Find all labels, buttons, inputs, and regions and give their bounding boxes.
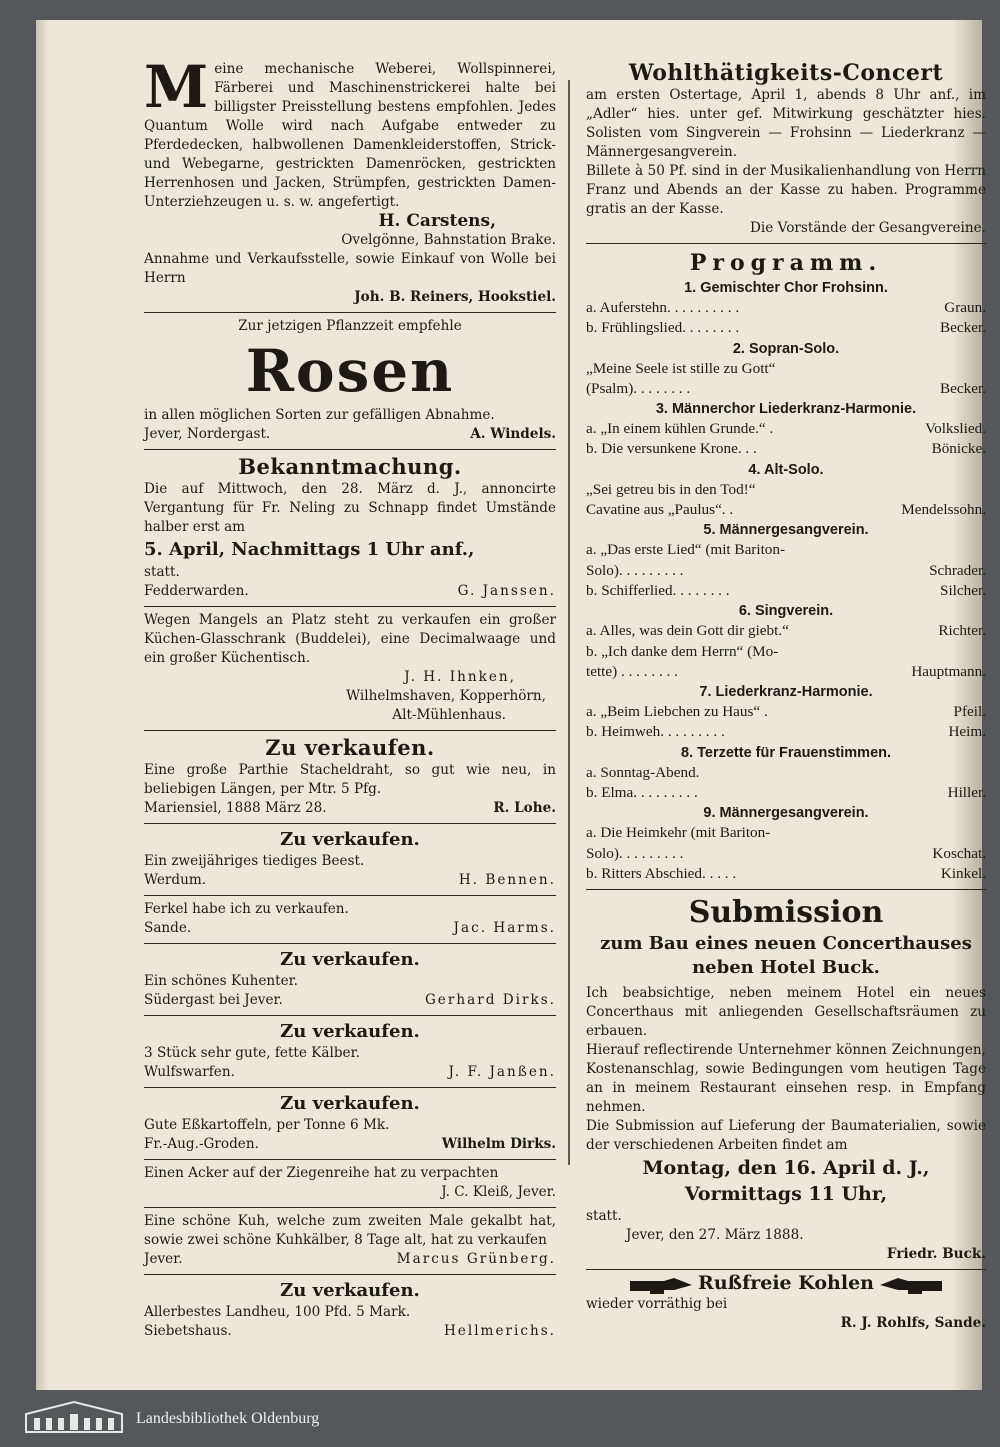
ad-text: am ersten Ostertage, April 1, abends 8 Uhr anf., im „Adler“ hies. unter gef. Mitwirkung geschätzter hies. Solisten vom Singverein — Frohsinn — Liederkranz — Männergesangverein. (586, 87, 986, 160)
program-piece: b. Ritters Abschied. . . . . (586, 864, 737, 882)
divider (144, 895, 556, 896)
program-piece: Cavatine aus „Paulus“. . (586, 501, 734, 519)
ad-name: J. H. Ihnken, (404, 669, 516, 685)
program-section-title: 7. Liederkranz-Harmonie. (699, 684, 873, 701)
ad-intro: Zur jetzigen Pflanzzeit empfehle (238, 318, 462, 334)
ad-time: Vormittags 11 Uhr, (684, 1183, 888, 1206)
program-piece: Solo). . . . . . . . . (586, 844, 684, 862)
ad-text: Ein zweijähriges tiediges Beest. (144, 853, 365, 869)
divider (586, 1269, 986, 1270)
ad-after: statt. (144, 564, 180, 580)
ad-name: J. F. Janßen. (448, 1064, 556, 1080)
ad-name: R. Lohe. (493, 800, 556, 816)
program-item (586, 581, 986, 601)
program-section-title: 2. Sopran-Solo. (732, 340, 840, 357)
program-item (586, 359, 986, 379)
program-item (586, 844, 986, 864)
program-section-title: 1. Gemischter Chor Frohsinn. (684, 280, 888, 296)
ad-name: A. Windels. (470, 426, 556, 442)
ad-place: Südergast bei Jever. (144, 992, 283, 1008)
divider (144, 1015, 556, 1016)
divider (144, 1207, 556, 1208)
page-gutter (36, 20, 48, 1390)
ad-title: Wohlthätigkeits-Concert (628, 60, 944, 86)
ad-place: Fr.-Aug.-Groden. (144, 1136, 259, 1152)
program-composer: Silcher. (940, 581, 986, 599)
program-section-title: 6. Singverein. (738, 603, 834, 620)
program-composer: Hiller. (947, 784, 986, 802)
program-composer: Becker. (940, 319, 986, 337)
program-item (586, 561, 986, 581)
ad-note: Annahme und Verkaufsstelle, sowie Einkauf von Wolle bei Herrn (144, 251, 556, 286)
ad-kuechenschrank (144, 611, 556, 725)
ad-kartoffeln (144, 1092, 556, 1154)
ad-name: Gerhard Dirks. (424, 992, 556, 1008)
program-item (586, 642, 986, 662)
ad-place: Wulfswarfen. (144, 1064, 235, 1080)
ad-name: Wilhelm Dirks. (441, 1136, 556, 1152)
program-composer: Schrader. (929, 561, 986, 579)
program-item (586, 702, 986, 722)
ad-ferkel (144, 900, 556, 938)
ad-title: Zu verkaufen. (280, 949, 420, 970)
program-piece: b. Frühlingslied. . . . . . . . (586, 319, 740, 337)
library-building-logo-icon (24, 1400, 124, 1434)
program-item (586, 439, 986, 459)
ad-place: Ovelgönne, Bahnstation Brake. (341, 232, 556, 248)
program (586, 248, 986, 884)
ad-headline: Rosen (245, 337, 455, 405)
program-composer: Kinkel. (940, 864, 986, 882)
program-item (586, 318, 986, 338)
ad-text: Wegen Mangels an Platz steht zu verkaufen ein großer Küchen-Glasschrank (Buddelei), eine Decimalwaage und ein großer Küchentisch. (144, 612, 556, 666)
program-item (586, 298, 986, 318)
program-piece: (Psalm). . . . . . . . (586, 379, 691, 397)
drop-capital: M (144, 53, 209, 121)
ad-place: Werdum. (144, 872, 207, 888)
program-section-title: 5. Männergesangverein. (703, 522, 869, 539)
program-item (586, 379, 986, 399)
ad-text: in allen möglichen Sorten zur gefälligen Abnahme. (144, 407, 495, 423)
program-piece: Solo). . . . . . . . . (586, 561, 684, 579)
ad-title: Submission (688, 895, 884, 931)
ad-subtitle: zum Bau eines neuen Concerthauses (600, 933, 972, 955)
program-composer: Becker. (940, 379, 986, 397)
divider (144, 1087, 556, 1088)
program-item (586, 763, 986, 783)
divider (144, 823, 556, 824)
program-piece: a. „In einem kühlen Grunde.“ . (586, 420, 774, 438)
program-piece: „Meine Seele ist stille zu Gott“ (586, 359, 776, 377)
program-composer: Graun. (944, 299, 986, 316)
divider (586, 889, 986, 890)
right-column (586, 60, 986, 1333)
ad-date: 5. April, Nachmittags 1 Uhr anf., (144, 539, 475, 560)
ad-place: Siebetshaus. (144, 1323, 232, 1339)
ad-landheu (144, 1279, 556, 1341)
pointing-hand-right-icon (630, 1277, 694, 1295)
program-piece: a. „Das erste Lied“ (mit Bariton- (586, 541, 786, 559)
program-piece: a. Alles, was dein Gott dir giebt.“ (586, 622, 789, 640)
divider (144, 1159, 556, 1160)
ad-text: Ein schönes Kuhenter. (144, 973, 298, 989)
column-divider (568, 80, 570, 1165)
library-name: Landesbibliothek Oldenburg (136, 1410, 320, 1427)
program-piece: b. „Ich danke dem Herrn“ (Mo- (586, 642, 779, 660)
ad-name: R. J. Rohlfs, Sande. (840, 1315, 986, 1332)
program-composer: Mendelssohn. (901, 501, 986, 519)
ad-text: eine mechanische Weberei, Wollspinnerei, Färberei und Maschinenstrickerei halte bei billigster Preisstellung bestens empfohlen. Jedes Quantum Wolle wird nach Aufgabe entweder zu Pferdedecken, halbwollenen Damenkleiderstoffen, Strick- und Webegarne, gestrickten Damenröcken, gestrickten Herrenhosen und Jacken, Strümpfen, gestrickten Damen-Unterziehzeugen u. s. w. angefertigt. (144, 61, 556, 210)
ad-title: Zu verkaufen. (280, 829, 420, 850)
ad-title: Rußfreie Kohlen (698, 1272, 874, 1295)
program-composer: Volkslied. (925, 420, 986, 438)
ad-tickets: Billete à 50 Pf. sind in der Musikalienhandlung von Herrn Franz und Abends an der Kasse zu haben. Programme gratis an der Kasse. (586, 163, 986, 217)
program-piece: a. Die Heimkehr (mit Bariton- (586, 824, 771, 842)
ad-text: Allerbestes Landheu, 100 Pfd. 5 Mark. (144, 1304, 411, 1320)
program-title: Programm. (689, 250, 883, 276)
program-composer: Richter. (938, 622, 986, 640)
ad-name: Marcus Grünberg. (396, 1251, 556, 1267)
program-item (586, 419, 986, 439)
ad-name: Friedr. Buck. (886, 1246, 986, 1263)
ad-text: Die auf Mittwoch, den 28. März d. J., annoncirte Vergantung für Fr. Neling zu Schnapp findet Umstände halber erst am (144, 481, 556, 535)
ad-place: Jever, Nordergast. (144, 426, 271, 442)
program-piece: a. Sonntag-Abend. (586, 763, 700, 781)
ad-place: Sande. (144, 920, 192, 936)
ad-title: Zu verkaufen. (280, 1021, 420, 1042)
ad-text: 3 Stück sehr gute, fette Kälber. (144, 1045, 360, 1061)
divider (144, 449, 556, 450)
ad-rosen (144, 317, 556, 444)
ad-text: Ich beabsichtige, neben meinem Hotel ein neues Concerthaus mit anliegenden Gesellschaftsräumen zu erbauen. (586, 985, 986, 1040)
ad-text: Gute Eßkartoffeln, per Tonne 6 Mk. (144, 1117, 390, 1133)
program-section-title: 8. Terzette für Frauenstimmen. (680, 744, 892, 761)
ad-place: Fedderwarden. (144, 583, 249, 599)
ad-text: Die Submission auf Lieferung der Baumaterialien, sowie der verschiedenen Arbeiten findet am (586, 1118, 986, 1154)
program-section-title: 4. Alt-Solo. (748, 461, 824, 478)
ad-title: Zu verkaufen. (280, 1093, 420, 1114)
ad-date: Montag, den 16. April d. J., (642, 1157, 930, 1180)
ad-text: Hierauf reflectirende Unternehmer können Zeichnungen, Kostenanschlag, sowie Bedingungen vom heutigen Tage an in meinem Restaurant einsehen resp. in Empfang nehmen. (586, 1042, 986, 1116)
left-column (144, 53, 556, 1341)
ad-name: J. C. Kleiß, Jever. (441, 1184, 556, 1200)
ad-kohlen (586, 1274, 986, 1333)
program-composer: Bönicke. (931, 440, 986, 458)
program-section-title: 9. Männergesangverein. (703, 805, 869, 822)
ad-kaelber (144, 1020, 556, 1082)
program-item (586, 662, 986, 682)
program-piece: „Sei getreu bis in den Tod!“ (586, 480, 756, 498)
ad-kuhenter (144, 948, 556, 1010)
ad-name: Jac. Harms. (453, 920, 556, 936)
ad-acker (144, 1164, 556, 1202)
ad-address: Wilhelmshaven, Kopperhörn, (346, 688, 546, 704)
program-sections (586, 278, 986, 884)
program-item (586, 621, 986, 641)
ad-text: Ferkel habe ich zu verkaufen. (144, 901, 349, 917)
ad-text: Eine schöne Kuh, welche zum zweiten Male gekalbt hat, sowie zwei schöne Kuhkälber, 8 Tage alt, hat zu verkaufen (144, 1213, 556, 1248)
ad-name: H. Bennen. (458, 872, 556, 888)
program-piece: a. „Beim Liebchen zu Haus“ . (586, 703, 768, 721)
program-item (586, 480, 986, 500)
ad-title: Bekanntmachung. (238, 454, 462, 479)
divider (144, 312, 556, 313)
ad-after: statt. (586, 1208, 622, 1225)
ad-place: Jever, den 27. März 1888. (626, 1227, 804, 1244)
ad-kuh (144, 1212, 556, 1269)
ad-name: Hellmerichs. (443, 1323, 556, 1339)
ad-name: H. Carstens, (378, 211, 496, 231)
divider (144, 730, 556, 731)
program-item (586, 500, 986, 520)
program-piece: b. Schifferlied. . . . . . . . (586, 581, 730, 599)
program-piece: b. Heimweh. . . . . . . . . (586, 723, 725, 741)
divider (586, 243, 986, 244)
program-piece: tette) . . . . . . . . (586, 662, 678, 680)
program-item (586, 823, 986, 843)
program-piece: b. Elma. . . . . . . . . (586, 784, 698, 802)
divider (144, 943, 556, 944)
ad-agent: Joh. B. Reiners, Hookstiel. (354, 289, 556, 305)
ad-concert (586, 60, 986, 238)
ad-submission (586, 894, 986, 1264)
program-composer: Hauptmann. (911, 662, 986, 680)
program-piece: b. Die versunkene Krone. . . (586, 440, 757, 458)
ad-beest (144, 828, 556, 890)
ad-stacheldraht (144, 735, 556, 818)
ad-text: Einen Acker auf der Ziegenreihe hat zu verpachten (144, 1165, 499, 1181)
program-item (586, 540, 986, 560)
ad-subtitle: neben Hotel Buck. (692, 957, 880, 979)
program-item (586, 722, 986, 742)
pointing-hand-left-icon (878, 1277, 942, 1295)
ad-signoff: Die Vorstände der Gesangvereine. (750, 220, 986, 236)
program-item (586, 783, 986, 803)
program-composer: Pfeil. (953, 703, 986, 721)
ad-address: Alt-Mühlenhaus. (392, 707, 506, 723)
ad-title: Zu verkaufen. (265, 735, 435, 760)
program-composer: Koschat. (932, 844, 986, 862)
ad-title: Zu verkaufen. (280, 1280, 420, 1301)
program-item (586, 864, 986, 884)
ad-weberei (144, 53, 556, 307)
program-section-title: 3. Männerchor Liederkranz-Harmonie. (655, 401, 917, 418)
program-piece: a. Auferstehn. . . . . . . . . . (586, 299, 740, 316)
ad-bekanntmachung (144, 454, 556, 601)
program-composer: Heim. (948, 723, 986, 741)
ad-place: Jever. (144, 1251, 183, 1267)
library-footer (0, 1392, 1000, 1447)
ad-text: Eine große Parthie Stacheldraht, so gut wie neu, in beliebigen Längen, per Mtr. 5 Pfg. (144, 762, 556, 797)
ad-place: Mariensiel, 1888 März 28. (144, 800, 327, 816)
ad-text: wieder vorräthig bei (586, 1296, 728, 1313)
newspaper-page (36, 20, 986, 1390)
ad-name: G. Janssen. (457, 583, 556, 599)
divider (144, 606, 556, 607)
divider (144, 1274, 556, 1275)
